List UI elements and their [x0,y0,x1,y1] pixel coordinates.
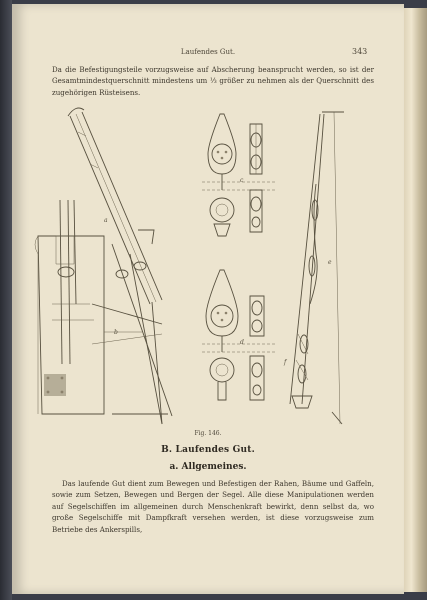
label-d: d [240,339,244,346]
left-mast-assembly [35,108,172,424]
label-b: b [114,329,118,336]
tackle-detail-right [283,112,344,424]
block-detail-top [202,114,276,236]
body-paragraph: Das laufende Gut dient zum Bewegen und Befestigen der Rahen, Bäume und Gaffeln, sowie zum Setzen, Bewegen und Bergen der Segel. Alle diese Manipulationen werden auf Segelschiffen im allgemeinen durch Menschenkraft bewirkt, denn selbst da, wo große Segelschiffe mit Dampfkraft versehen werden, ist diese vorzugsweise zum Betriebe des Ankerspills, [52,479,374,534]
label-f: f [284,359,287,366]
label-c: c [240,177,244,184]
section-heading-a: a. Allgemeines. [169,462,247,472]
page-number: 343 [352,47,368,56]
book-page [12,4,404,594]
page-stack-edge [401,8,427,592]
running-head: Laufendes Gut. [180,48,236,56]
block-detail-bottom [202,270,276,400]
figure-caption: Fig. 146. [194,430,222,437]
label-a: a [104,217,108,224]
book-cover-edge [0,0,12,600]
label-e: e [328,259,332,266]
section-heading-b: B. Laufendes Gut. [161,445,255,455]
rigging-figure [12,4,404,444]
intro-paragraph: Da die Befestigungsteile vorzugsweise auf Abscherung beansprucht werden, so ist der Gesamtmindestquerschnitt mindestens um ⅓ größer zu nehmen als der Querschnitt des zugehörigen Rüsteisens. [52,65,374,97]
